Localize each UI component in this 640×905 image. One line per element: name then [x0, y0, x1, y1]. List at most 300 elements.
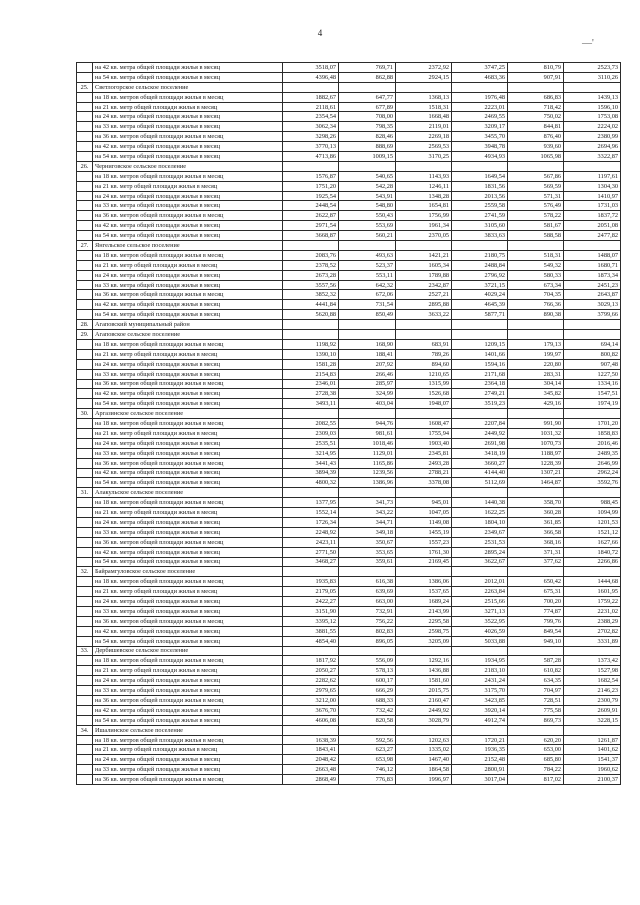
value-cell: 2469,55 [452, 112, 508, 122]
empty-cell [283, 82, 339, 92]
value-cell: 2771,50 [283, 547, 339, 557]
value-cell: 616,38 [339, 577, 396, 587]
value-cell: 4606,08 [283, 715, 339, 725]
table-row [77, 735, 621, 745]
value-cell: 2354,54 [283, 112, 339, 122]
value-cell: 1552,14 [283, 508, 339, 518]
value-cell: 2349,67 [452, 527, 508, 537]
value-cell: 685,80 [508, 755, 564, 765]
table-row [77, 745, 621, 755]
table-row [77, 92, 621, 102]
value-cell: 3633,22 [396, 310, 452, 320]
value-cell: 2013,56 [452, 191, 508, 201]
row-number [77, 597, 93, 607]
page-number: 4 [317, 28, 323, 38]
value-cell: 2171,68 [452, 369, 508, 379]
value-cell: 1165,86 [339, 458, 396, 468]
value-cell: 5033,88 [452, 636, 508, 646]
row-label: на 18 кв. метров общей площади жилья в месяц [93, 250, 283, 260]
empty-cell [452, 646, 508, 656]
value-cell: 550,43 [339, 211, 396, 221]
value-cell: 907,91 [508, 72, 564, 82]
row-label: на 54 кв. метра общей площади жилья в месяц [93, 715, 283, 725]
empty-cell [396, 409, 452, 419]
row-number [77, 636, 93, 646]
value-cell: 2523,73 [564, 63, 621, 73]
value-cell: 1227,50 [564, 369, 621, 379]
empty-cell [564, 646, 621, 656]
value-cell: 876,40 [508, 132, 564, 142]
table-row [77, 112, 621, 122]
row-label: на 18 кв. метров общей площади жилья в месяц [93, 577, 283, 587]
value-cell: 799,76 [508, 616, 564, 626]
row-number [77, 775, 93, 785]
row-label: на 36 кв. метров общей площади жилья в месяц [93, 132, 283, 142]
row-number [77, 537, 93, 547]
value-cell: 2345,81 [396, 448, 452, 458]
value-cell: 1936,35 [452, 745, 508, 755]
row-number [77, 448, 93, 458]
value-cell: 756,22 [339, 616, 396, 626]
value-cell: 3833,63 [452, 231, 508, 241]
value-cell: 1210,65 [396, 369, 452, 379]
empty-cell [508, 330, 564, 340]
value-cell: 2527,21 [396, 290, 452, 300]
value-cell: 2179,05 [283, 587, 339, 597]
value-cell: 3441,43 [283, 458, 339, 468]
row-number [77, 438, 93, 448]
value-cell: 600,17 [339, 676, 396, 686]
value-cell: 207,92 [339, 359, 396, 369]
value-cell: 789,26 [396, 349, 452, 359]
value-cell: 1401,66 [452, 349, 508, 359]
table-row [77, 597, 621, 607]
table-row [77, 577, 621, 587]
value-cell: 945,01 [396, 498, 452, 508]
value-cell: 1094,99 [564, 508, 621, 518]
row-label: на 54 кв. метра общей площади жилья в месяц [93, 557, 283, 567]
value-cell: 1129,01 [339, 448, 396, 458]
table-row [77, 458, 621, 468]
value-cell: 802,83 [339, 626, 396, 636]
value-cell: 3151,90 [283, 606, 339, 616]
row-label: на 18 кв. метров общей площади жилья в месяц [93, 171, 283, 181]
value-cell: 784,22 [508, 765, 564, 775]
table-row [77, 508, 621, 518]
row-label: на 54 кв. метра общей площади жилья в месяц [93, 636, 283, 646]
row-label: на 36 кв. метров общей площади жилья в месяц [93, 537, 283, 547]
value-cell: 944,76 [339, 419, 396, 429]
row-number [77, 399, 93, 409]
row-label: на 42 кв. метра общей площади жилья в месяц [93, 547, 283, 557]
empty-cell [339, 82, 396, 92]
value-cell: 3212,00 [283, 696, 339, 706]
value-cell: 1070,73 [508, 438, 564, 448]
value-cell: 890,38 [508, 310, 564, 320]
value-cell: 360,28 [508, 508, 564, 518]
table-row [77, 201, 621, 211]
value-cell: 3852,32 [283, 290, 339, 300]
value-cell: 1605,34 [396, 260, 452, 270]
value-cell: 1421,21 [396, 250, 452, 260]
value-cell: 1527,98 [564, 666, 621, 676]
value-cell: 2342,87 [396, 280, 452, 290]
value-cell: 672,06 [339, 290, 396, 300]
value-cell: 1198,92 [283, 339, 339, 349]
value-cell: 2924,15 [396, 72, 452, 82]
value-cell: 639,69 [339, 587, 396, 597]
value-cell: 728,51 [508, 696, 564, 706]
value-cell: 3622,67 [452, 557, 508, 567]
row-label: на 24 кв. метра общей площади жилья в месяц [93, 191, 283, 201]
table-row [77, 448, 621, 458]
value-cell: 2118,61 [283, 102, 339, 112]
value-cell: 1903,40 [396, 438, 452, 448]
table-row [77, 527, 621, 537]
value-cell: 540,65 [339, 171, 396, 181]
value-cell: 1228,39 [508, 458, 564, 468]
value-cell: 1467,40 [396, 755, 452, 765]
value-cell: 560,21 [339, 231, 396, 241]
value-cell: 2015,75 [396, 686, 452, 696]
value-cell: 2646,99 [564, 458, 621, 468]
value-cell: 1464,87 [508, 478, 564, 488]
value-cell: 2295,58 [396, 616, 452, 626]
value-cell: 4144,40 [452, 468, 508, 478]
value-cell: 1455,19 [396, 527, 452, 537]
table-row [77, 676, 621, 686]
value-cell: 1935,83 [283, 577, 339, 587]
value-cell: 675,31 [508, 587, 564, 597]
table-row [77, 626, 621, 636]
empty-cell [564, 567, 621, 577]
value-cell: 2248,92 [283, 527, 339, 537]
row-label: на 42 кв. метра общей площади жилья в месяц [93, 300, 283, 310]
table-row [77, 122, 621, 132]
value-cell: 3331,89 [564, 636, 621, 646]
empty-cell [508, 488, 564, 498]
value-cell: 2489,35 [564, 448, 621, 458]
value-cell: 366,58 [508, 527, 564, 537]
row-number [77, 349, 93, 359]
value-cell: 1209,15 [452, 339, 508, 349]
row-number [77, 280, 93, 290]
value-cell: 2895,24 [452, 547, 508, 557]
value-cell: 324,99 [339, 389, 396, 399]
value-cell: 731,54 [339, 300, 396, 310]
value-cell: 553,11 [339, 270, 396, 280]
value-cell: 4441,84 [283, 300, 339, 310]
value-cell: 1925,54 [283, 191, 339, 201]
value-cell: 1239,56 [339, 468, 396, 478]
value-cell: 775,58 [508, 705, 564, 715]
row-number [77, 606, 93, 616]
value-cell: 3770,13 [283, 142, 339, 152]
row-number: 30. [77, 409, 93, 419]
table-row [77, 755, 621, 765]
empty-cell [564, 725, 621, 735]
empty-cell [283, 646, 339, 656]
value-cell: 3029,13 [564, 300, 621, 310]
value-cell: 2868,49 [283, 775, 339, 785]
value-cell: 1202,63 [396, 735, 452, 745]
value-cell: 650,42 [508, 577, 564, 587]
value-cell: 2477,82 [564, 231, 621, 241]
value-cell: 1622,25 [452, 508, 508, 518]
value-cell: 939,60 [508, 142, 564, 152]
row-label: на 21 кв. метр общей площади жилья в месяц [93, 428, 283, 438]
tariff-table [76, 62, 621, 785]
empty-cell [396, 320, 452, 330]
value-cell: 2535,51 [283, 438, 339, 448]
value-cell: 3017,04 [452, 775, 508, 785]
row-label: на 18 кв. метров общей площади жилья в месяц [93, 498, 283, 508]
row-label: на 21 кв. метр общей площади жилья в месяц [93, 181, 283, 191]
value-cell: 1557,23 [396, 537, 452, 547]
value-cell: 1873,34 [564, 270, 621, 280]
value-cell: 653,98 [339, 755, 396, 765]
table-row [77, 359, 621, 369]
table-row [77, 715, 621, 725]
value-cell: 4683,36 [452, 72, 508, 82]
value-cell: 1576,87 [283, 171, 339, 181]
value-cell: 493,63 [339, 250, 396, 260]
value-cell: 2154,83 [283, 369, 339, 379]
row-label: на 21 кв. метр общей площади жилья в месяц [93, 508, 283, 518]
empty-cell [508, 567, 564, 577]
row-label: на 33 кв. метра общей площади жилья в месяц [93, 448, 283, 458]
value-cell: 3418,19 [452, 448, 508, 458]
table-row [77, 300, 621, 310]
value-cell: 3322,87 [564, 152, 621, 162]
value-cell: 353,65 [339, 547, 396, 557]
empty-cell [396, 161, 452, 171]
empty-cell [508, 409, 564, 419]
value-cell: 361,85 [508, 517, 564, 527]
table-row [77, 142, 621, 152]
value-cell: 1581,60 [396, 676, 452, 686]
section-row [77, 161, 621, 171]
row-number: 34. [77, 725, 93, 735]
value-cell: 800,82 [564, 349, 621, 359]
value-cell: 1831,56 [452, 181, 508, 191]
value-cell: 2083,76 [283, 250, 339, 260]
value-cell: 810,79 [508, 63, 564, 73]
value-cell: 746,12 [339, 765, 396, 775]
value-cell: 2269,18 [396, 132, 452, 142]
value-cell: 663,00 [339, 597, 396, 607]
value-cell: 3493,11 [283, 399, 339, 409]
value-cell: 634,35 [508, 676, 564, 686]
value-cell: 3881,55 [283, 626, 339, 636]
value-cell: 587,28 [508, 656, 564, 666]
value-cell: 3170,25 [396, 152, 452, 162]
value-cell: 3271,13 [452, 606, 508, 616]
value-cell: 543,91 [339, 191, 396, 201]
value-cell: 3110,26 [564, 72, 621, 82]
value-cell: 1143,93 [396, 171, 452, 181]
row-number [77, 676, 93, 686]
row-number [77, 171, 93, 181]
value-cell: 1726,34 [283, 517, 339, 527]
empty-cell [339, 241, 396, 251]
section-row [77, 330, 621, 340]
row-number [77, 577, 93, 587]
section-title: Ишалинское сельское поселение [93, 725, 283, 735]
empty-cell [339, 488, 396, 498]
value-cell: 518,31 [508, 250, 564, 260]
row-label: на 21 кв. метр общей площади жилья в месяц [93, 102, 283, 112]
empty-cell [339, 330, 396, 340]
value-cell: 1680,71 [564, 260, 621, 270]
row-label: на 18 кв. метров общей площади жилья в месяц [93, 339, 283, 349]
value-cell: 1608,47 [396, 419, 452, 429]
table-row [77, 705, 621, 715]
value-cell: 3298,26 [283, 132, 339, 142]
value-cell: 766,36 [508, 300, 564, 310]
row-label: на 42 кв. метра общей площади жилья в месяц [93, 142, 283, 152]
value-cell: 4713,86 [283, 152, 339, 162]
row-number [77, 478, 93, 488]
table-row [77, 666, 621, 676]
value-cell: 592,56 [339, 735, 396, 745]
value-cell: 2224,02 [564, 122, 621, 132]
value-cell: 1701,20 [564, 419, 621, 429]
value-cell: 199,97 [508, 349, 564, 359]
row-number [77, 310, 93, 320]
table-row [77, 369, 621, 379]
empty-cell [283, 330, 339, 340]
value-cell: 850,49 [339, 310, 396, 320]
value-cell: 708,00 [339, 112, 396, 122]
value-cell: 4854,40 [283, 636, 339, 646]
value-cell: 3175,70 [452, 686, 508, 696]
value-cell: 1436,88 [396, 666, 452, 676]
value-cell: 647,77 [339, 92, 396, 102]
empty-cell [396, 567, 452, 577]
value-cell: 1444,68 [564, 577, 621, 587]
table-row [77, 211, 621, 221]
section-row [77, 725, 621, 735]
section-title: Светлогорское сельское поселение [93, 82, 283, 92]
row-label: на 24 кв. метра общей площади жилья в месяц [93, 755, 283, 765]
value-cell: 1731,03 [564, 201, 621, 211]
row-number [77, 419, 93, 429]
row-number: 25. [77, 82, 93, 92]
row-number [77, 587, 93, 597]
value-cell: 168,90 [339, 339, 396, 349]
value-cell: 888,69 [339, 142, 396, 152]
row-label: на 42 кв. метра общей площади жилья в месяц [93, 468, 283, 478]
row-label: на 42 кв. метра общей площади жилья в месяц [93, 221, 283, 231]
value-cell: 949,10 [508, 636, 564, 646]
value-cell: 2559,58 [452, 201, 508, 211]
row-number [77, 369, 93, 379]
value-cell: 700,20 [508, 597, 564, 607]
value-cell: 4645,39 [452, 300, 508, 310]
value-cell: 1976,48 [452, 92, 508, 102]
value-cell: 3378,08 [396, 478, 452, 488]
value-cell: 580,33 [508, 270, 564, 280]
value-cell: 2609,91 [564, 705, 621, 715]
value-cell: 3455,70 [452, 132, 508, 142]
value-cell: 1948,07 [396, 399, 452, 409]
value-cell: 1756,99 [396, 211, 452, 221]
value-cell: 4396,48 [283, 72, 339, 82]
table-row [77, 498, 621, 508]
value-cell: 1638,39 [283, 735, 339, 745]
empty-cell [283, 567, 339, 577]
value-cell: 556,09 [339, 656, 396, 666]
value-cell: 1368,13 [396, 92, 452, 102]
row-number [77, 300, 93, 310]
row-number [77, 735, 93, 745]
value-cell: 2962,24 [564, 468, 621, 478]
value-cell: 2266,86 [564, 557, 621, 567]
empty-cell [283, 725, 339, 735]
empty-cell [508, 241, 564, 251]
table-row [77, 478, 621, 488]
value-cell: 1335,02 [396, 745, 452, 755]
value-cell: 1390,10 [283, 349, 339, 359]
empty-cell [452, 725, 508, 735]
corner-mark: —' [582, 38, 594, 49]
table-row [77, 102, 621, 112]
empty-cell [283, 320, 339, 330]
value-cell: 1789,88 [396, 270, 452, 280]
value-cell: 1837,72 [564, 211, 621, 221]
value-cell: 1601,95 [564, 587, 621, 597]
value-cell: 2082,55 [283, 419, 339, 429]
value-cell: 350,67 [339, 537, 396, 547]
row-label: на 33 кв. метра общей площади жилья в месяц [93, 606, 283, 616]
value-cell: 1753,08 [564, 112, 621, 122]
row-number [77, 112, 93, 122]
empty-cell [452, 82, 508, 92]
row-number [77, 705, 93, 715]
value-cell: 3214,95 [283, 448, 339, 458]
value-cell: 304,14 [508, 379, 564, 389]
row-number [77, 72, 93, 82]
row-number: 33. [77, 646, 93, 656]
value-cell: 820,58 [339, 715, 396, 725]
empty-cell [283, 161, 339, 171]
row-number [77, 191, 93, 201]
row-number [77, 122, 93, 132]
value-cell: 673,34 [508, 280, 564, 290]
value-cell: 1065,98 [508, 152, 564, 162]
row-number: 28. [77, 320, 93, 330]
value-cell: 1031,32 [508, 428, 564, 438]
value-cell: 2431,24 [452, 676, 508, 686]
table-row [77, 171, 621, 181]
value-cell: 571,31 [508, 191, 564, 201]
row-number: 32. [77, 567, 93, 577]
value-cell: 2531,53 [452, 537, 508, 547]
row-label: на 33 кв. метра общей площади жилья в месяц [93, 527, 283, 537]
value-cell: 1755,94 [396, 428, 452, 438]
value-cell: 2152,48 [452, 755, 508, 765]
value-cell: 862,88 [339, 72, 396, 82]
row-number [77, 142, 93, 152]
row-label: на 21 кв. метр общей площади жилья в месяц [93, 587, 283, 597]
value-cell: 1720,21 [452, 735, 508, 745]
row-number: 27. [77, 241, 93, 251]
value-cell: 2346,01 [283, 379, 339, 389]
value-cell: 750,02 [508, 112, 564, 122]
row-label: на 33 кв. метра общей площади жилья в месяц [93, 765, 283, 775]
row-label: на 42 кв. метра общей площади жилья в месяц [93, 63, 283, 73]
